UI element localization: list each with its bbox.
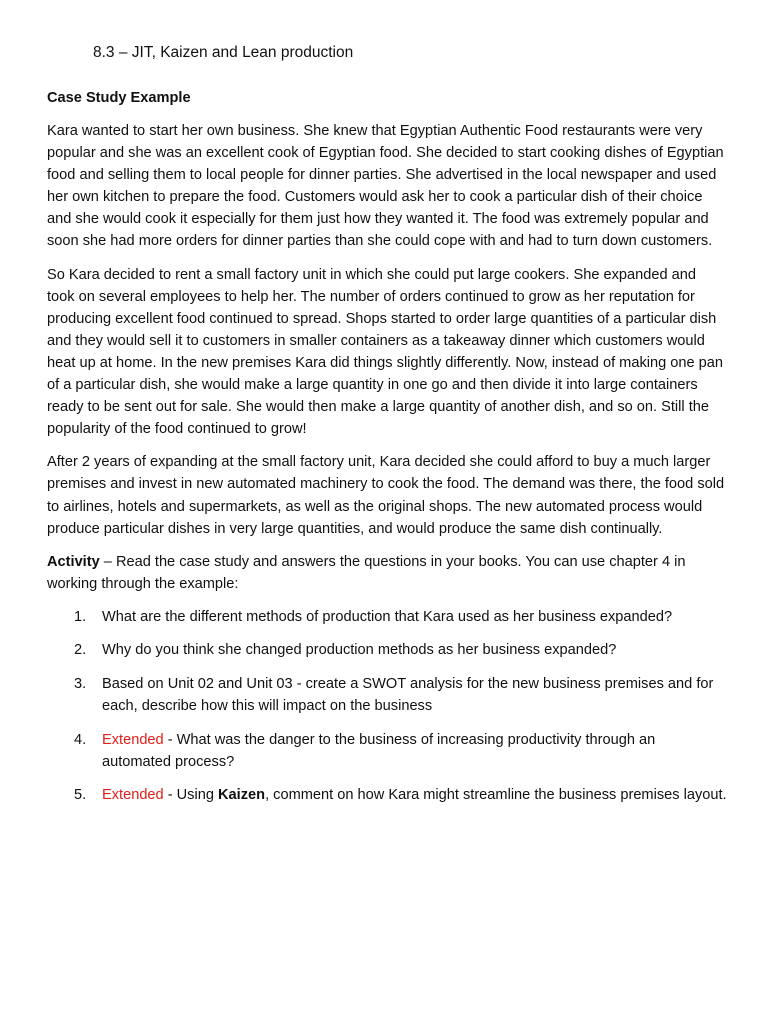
activity-text: – Read the case study and answers the questions in your books. You can use chapter 4 in working through the example: — [47, 553, 686, 592]
case-study-paragraph-2: So Kara decided to rent a small factory unit in which she could put large cookers. She expanded and took on several employees to help her. The number of orders continued to grow as her reputation for producing excellent food continued to spread. Shops started to order large quantities of a particular dish and they would sell it to customers in smaller containers as a takeaway dinner which customers would heat up at home. In the new premises Kara did things slightly differently. Now, instead of making one pan of a particular dish, she would make a large quantity in one go and then divide it into large containers ready to be sent out for sale. She would then make a large quantity of another dish, and so on. Still the popularity of the food continued to grow! — [47, 266, 724, 438]
case-study-paragraph-3: After 2 years of expanding at the small factory unit, Kara decided she could afford to buy a much larger premises and invest in new automated machinery to cook the food. The demand was there, the food sold to airlines, hotels and supermarkets, as well as the original shops. The new automated process would produce particular dishes in very large quantities, and would produce the same dish continually. — [47, 454, 725, 537]
section-heading: Case Study Example — [47, 90, 191, 106]
question-text: What are the different methods of production that Kara used as her business expanded? — [102, 608, 673, 625]
question-number: 5. — [74, 787, 87, 804]
keyword-kaizen: Kaizen — [218, 787, 266, 804]
question-text: Why do you think she changed production methods as her business expanded? — [102, 642, 617, 659]
question-item — [47, 639, 727, 661]
question-number: 2. — [74, 642, 87, 659]
question-item — [47, 673, 727, 717]
question-number: 3. — [74, 676, 87, 693]
activity-instructions — [47, 551, 727, 595]
document-title: 8.3 – JIT, Kaizen and Lean production — [93, 44, 354, 61]
question-text-prefix: - Using — [163, 787, 219, 804]
case-study-paragraph-1: Kara wanted to start her own business. She knew that Egyptian Authentic Food restaurants were very popular and she was an excellent cook of Egyptian food. She decided to start cooking dishes of Egyptian food and selling them to local people for dinner parties. She advertised in the local newspaper and used her own kitchen to prepare the food. Customers would ask her to cook a particular dish of their choice and she would cook it especially for them just how they wanted it. The food was extremely popular and soon she had more orders for dinner parties than she could cope with and had to turn down customers. — [47, 123, 724, 250]
extended-tag: Extended — [102, 731, 164, 748]
question-text: - What was the danger to the business of increasing productivity through an automated process? — [102, 731, 656, 770]
extended-tag: Extended — [102, 787, 164, 804]
question-list — [47, 606, 727, 807]
question-item — [47, 729, 727, 773]
activity-label: Activity — [47, 553, 100, 570]
question-item — [47, 606, 727, 628]
question-number: 4. — [74, 731, 87, 748]
question-number: 1. — [74, 608, 87, 625]
question-item — [47, 784, 727, 806]
question-text: , comment on how Kara might streamline the business premises layout. — [265, 787, 727, 804]
question-text: Based on Unit 02 and Unit 03 - create a SWOT analysis for the new business premises and for each, describe how this will impact on the business — [102, 676, 714, 715]
document-body — [47, 87, 727, 818]
